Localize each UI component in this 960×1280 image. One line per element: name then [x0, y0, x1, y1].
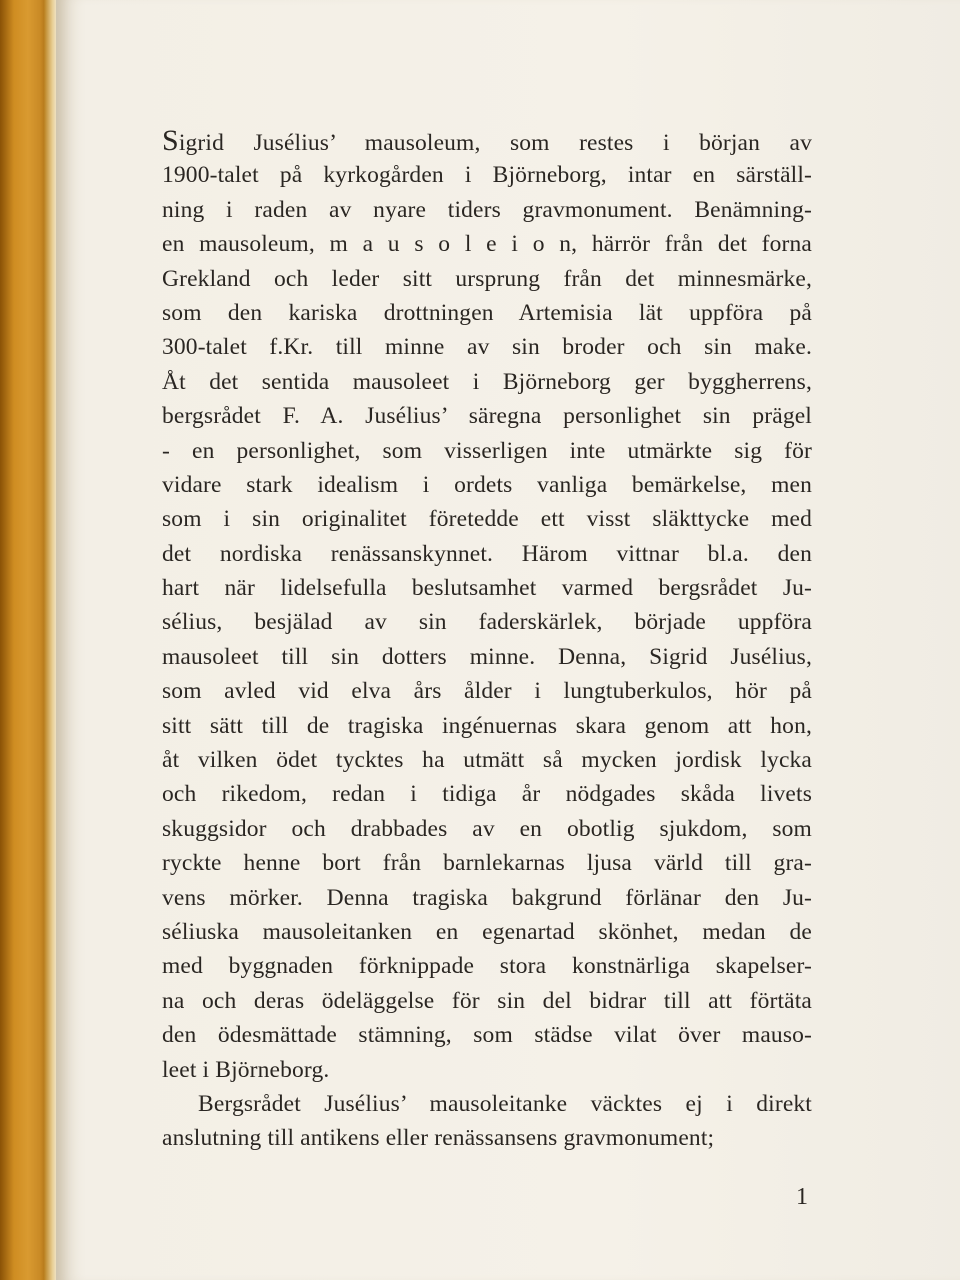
text-line: med byggnaden förknippade stora konstnärliga skapelser-: [162, 953, 812, 980]
text-line: Grekland och leder sitt ursprung från det minnesmärke,: [162, 265, 812, 292]
text-line: 300-talet f.Kr. till minne av sin broder och sin make.: [162, 334, 812, 361]
text-line: Bergsrådet Jusélius’ mausoleitanke väcktes ej i direkt: [198, 1090, 812, 1117]
text-line: och rikedom, redan i tidiga år nödgades skåda livets: [162, 781, 812, 808]
text-line: Sigrid Jusélius’ mausoleum, som restes i början av: [162, 124, 812, 157]
text-line: en mausoleum, m a u s o l e i o n, härrör från det forna: [162, 231, 812, 258]
text-line: mausoleet till sin dotters minne. Denna, Sigrid Jusélius,: [162, 643, 812, 670]
text-line: séliuska mausoleitanken en egenartad skönhet, medan de: [162, 918, 812, 945]
initial-letter: S: [162, 124, 179, 157]
text-line: sélius, besjälad av sin faderskärlek, började uppföra: [162, 609, 812, 636]
text-line: vens mörker. Denna tragiska bakgrund förlänar den Ju-: [162, 884, 812, 911]
text-line: sitt sätt till de tragiska ingénuernas skara genom att hon,: [162, 712, 812, 739]
text-line: ryckte henne bort från barnlekarnas ljusa värld till gra-: [162, 850, 812, 877]
text-line: bergsrådet F. A. Jusélius’ säregna personlighet sin prägel: [162, 403, 812, 430]
paragraph-2: [162, 1087, 812, 1156]
text-line: vidare stark idealism i ordets vanliga bemärkelse, men: [162, 471, 812, 498]
page-number: 1: [796, 1184, 808, 1210]
text-line: den ödesmättade stämning, som städse vilat över mauso-: [162, 1022, 812, 1049]
body-text: [162, 124, 812, 1156]
text-line: leet i Björneborg.: [162, 1056, 330, 1083]
text-line: ning i raden av nyare tiders gravmonument. Benämning-: [162, 196, 812, 223]
text-line: det nordiska renässanskynnet. Härom vittnar bl.a. den: [162, 540, 812, 567]
text-line: anslutning till antikens eller renässansens gravmonument;: [162, 1125, 715, 1152]
text-line: som i sin originalitet företedde ett visst släkttycke med: [162, 506, 812, 533]
paragraph-1: [162, 124, 812, 1087]
text-line: - en personlighet, som visserligen inte utmärkte sig för: [162, 437, 812, 464]
text-line: skuggsidor och drabbades av en obotlig sjukdom, som: [162, 815, 812, 842]
text-line: na och deras ödeläggelse för sin del bidrar till att förtäta: [162, 987, 812, 1014]
text-line: som avled vid elva års ålder i lungtuberkulos, hör på: [162, 678, 812, 705]
text-line: hart när lidelsefulla beslutsamhet varmed bergsrådet Ju-: [162, 575, 812, 602]
text-line: som den kariska drottningen Artemisia lät uppföra på: [162, 299, 812, 326]
text-line: 1900-talet på kyrkogården i Björneborg, intar en särställ-: [162, 162, 812, 189]
text-line: Åt det sentida mausoleet i Björneborg ger byggherrens,: [162, 368, 812, 395]
text-line: åt vilken ödet tycktes ha utmätt så mycken jordisk lycka: [162, 747, 812, 774]
